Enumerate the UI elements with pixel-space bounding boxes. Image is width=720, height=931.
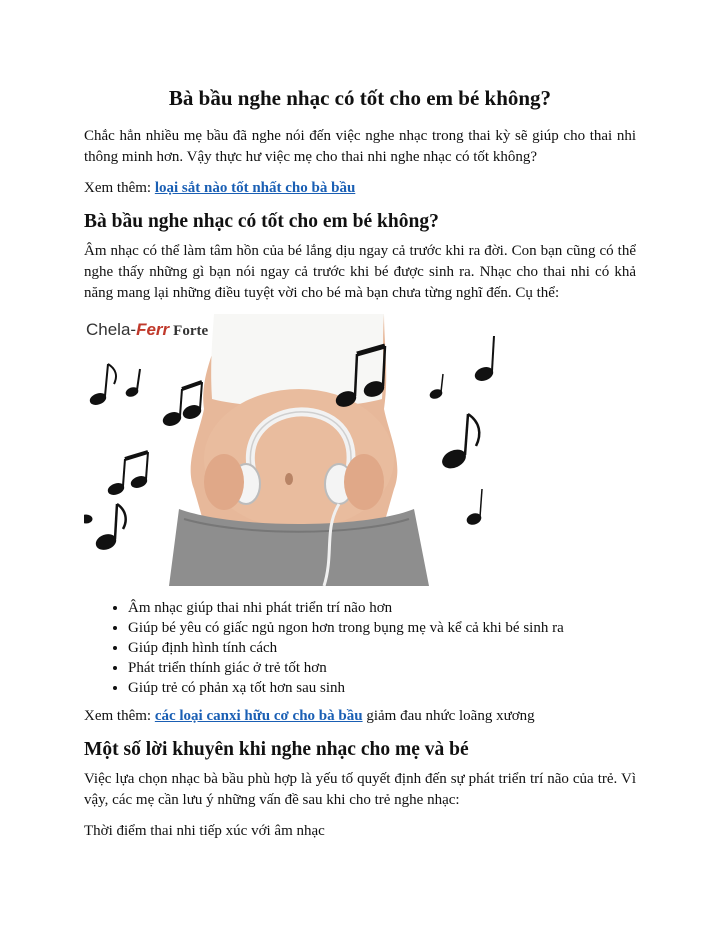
- section2-heading: Một số lời khuyên khi nghe nhạc cho mẹ và bé: [84, 739, 469, 760]
- list-item: • Giúp bé yêu có giấc ngủ ngon hơn trong bụng mẹ và kể cả khi bé sinh ra: [128, 618, 636, 638]
- list-item: • Phát triển thính giác ở trẻ tốt hơn: [128, 658, 636, 678]
- brand-part3: Forte: [173, 323, 209, 339]
- section1-paragraph: Âm nhạc có thể làm tâm hồn của bé lắng dịu ngay cả trước khi ra đời. Con bạn cũng có thể nghe thấy những gì bạn nói ngay cả trước khi bé được sinh ra. Nhạc cho thai nhi có khả năng mang lại những điều tuyệt vời cho bé mà bạn chưa từng nghĩ đến. Cụ thể:: [84, 243, 636, 301]
- pregnancy-music-image: [84, 314, 499, 586]
- see-more-2: [84, 706, 636, 727]
- see-more-1-prefix: Xem thêm:: [84, 180, 155, 196]
- see-more-1-link[interactable]: loại sắt nào tốt nhất cho bà bầu: [154, 180, 356, 196]
- brand-part1: Chela-: [86, 320, 137, 339]
- list-item: • Giúp định hình tính cách: [128, 638, 636, 658]
- see-more-2-link[interactable]: các loại canxi hữu cơ cho bà bầu: [154, 708, 363, 724]
- pregnant-belly-headphones-illustration: [84, 314, 499, 586]
- section2-paragraph: Việc lựa chọn nhạc bà bầu phù hợp là yếu tố quyết định đến sự phát triển trí não của trẻ. Vì vậy, các mẹ cần lưu ý những vấn đề sau khi cho trẻ nghe nhạc:: [84, 771, 636, 808]
- intro-paragraph: Chắc hẳn nhiều mẹ bầu đã nghe nói đến việc nghe nhạc trong thai kỳ sẽ giúp cho thai nhi thông minh hơn. Vậy thực hư việc mẹ cho thai nhi nghe nhạc có tốt không?: [84, 128, 636, 165]
- brand-logo: [86, 320, 208, 340]
- see-more-2-prefix: Xem thêm:: [84, 708, 155, 724]
- list-item: • Giúp trẻ có phản xạ tốt hơn sau sinh: [128, 678, 636, 698]
- see-more-2-suffix: giảm đau nhức loãng xương: [362, 708, 535, 724]
- page-title: Bà bầu nghe nhạc có tốt cho em bé không?: [168, 86, 552, 110]
- document-content: [84, 84, 636, 852]
- section2-subline: Thời điểm thai nhi tiếp xúc với âm nhạc: [84, 823, 325, 839]
- benefits-list: [84, 598, 636, 698]
- section1-heading: Bà bầu nghe nhạc có tốt cho em bé không?: [84, 211, 439, 232]
- brand-part2: Ferr: [136, 320, 170, 339]
- list-item: • Âm nhạc giúp thai nhi phát triển trí não hơn: [128, 598, 636, 618]
- see-more-1: [84, 178, 636, 199]
